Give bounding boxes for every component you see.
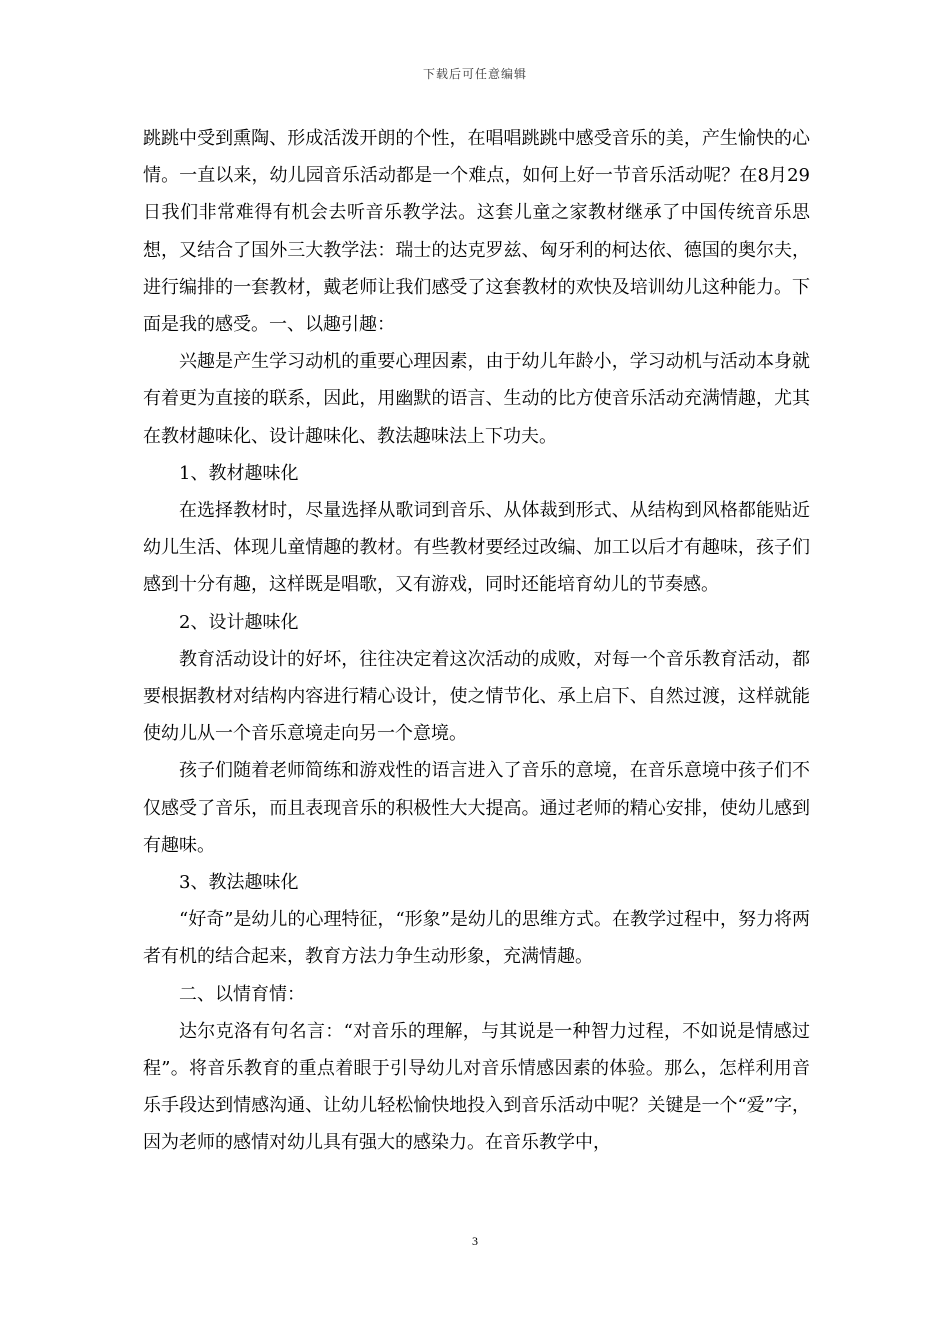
page-header: 下载后可任意编辑	[422, 67, 527, 81]
section-heading-design: 2、设计趣味化	[179, 611, 299, 633]
paragraph-interest: 兴趣是产生学习动机的重要心理因素，由于幼儿年龄小，学习动机与活动本身就有着更为直接的联系，因此，用幽默的语言、生动的比方使音乐活动充满情趣，尤其在教材趣味化、设计趣味化、教法趣味法上下功夫。	[143, 351, 810, 447]
paragraph-continuation: 跳跳中受到熏陶、形成活泼开朗的个性，在唱唱跳跳中感受音乐的美，产生愉快的心情。一直以来，幼儿园音乐活动都是一个难点，如何上好一节音乐活动呢？在8月29日我们非常难得有机会去听音乐教学法。这套儿童之家教材继承了中国传统音乐思想，又结合了国外三大教学法：瑞士的达克罗兹、匈牙利的柯达依、德国的奥尔夫，进行编排的一套教材，戴老师让我们感受了这套教材的欢快及培训幼儿这种能力。下面是我的感受。一、以趣引趣：	[143, 128, 810, 336]
section-heading-materials: 1、教材趣味化	[179, 462, 299, 484]
page-number: 3	[472, 1234, 478, 1248]
paragraph-children: 孩子们随着老师简练和游戏性的语言进入了音乐的意境，在音乐意境中孩子们不仅感受了音乐，而且表现音乐的积极性大大提高。通过老师的精心安排，使幼儿感到有趣味。	[143, 760, 810, 856]
paragraph-materials: 在选择教材时，尽量选择从歌词到音乐、从体裁到形式、从结构到风格都能贴近幼儿生活、体现儿童情趣的教材。有些教材要经过改编、加工以后才有趣味，孩子们感到十分有趣，这样既是唱歌，又有游戏，同时还能培育幼儿的节奏感。	[143, 500, 810, 596]
paragraph-design: 教育活动设计的好坏，往往决定着这次活动的成败，对每一个音乐教育活动，都要根据教材对结构内容进行精心设计，使之情节化、承上启下、自然过渡，这样就能使幼儿从一个音乐意境走向另一个意境。	[143, 648, 810, 745]
section-heading-emotion: 二、以情育情：	[179, 983, 305, 1005]
paragraph-method: “好奇”是幼儿的心理特征，“形象”是幼儿的思维方式。在教学过程中，努力将两者有机的结合起来，教育方法力争生动形象，充满情趣。	[143, 909, 810, 968]
section-heading-method: 3、教法趣味化	[179, 872, 299, 894]
document-body	[143, 120, 810, 1162]
paragraph-emotion: 达尔克洛有句名言：“对音乐的理解，与其说是一种智力过程，不如说是情感过程”。将音乐教育的重点着眼于引导幼儿对音乐情感因素的体验。那么，怎样利用音乐手段达到情感沟通、让幼儿轻松愉快地投入到音乐活动中呢？关键是一个“爱”字，因为老师的感情对幼儿具有强大的感染力。在音乐教学中，	[143, 1020, 810, 1154]
